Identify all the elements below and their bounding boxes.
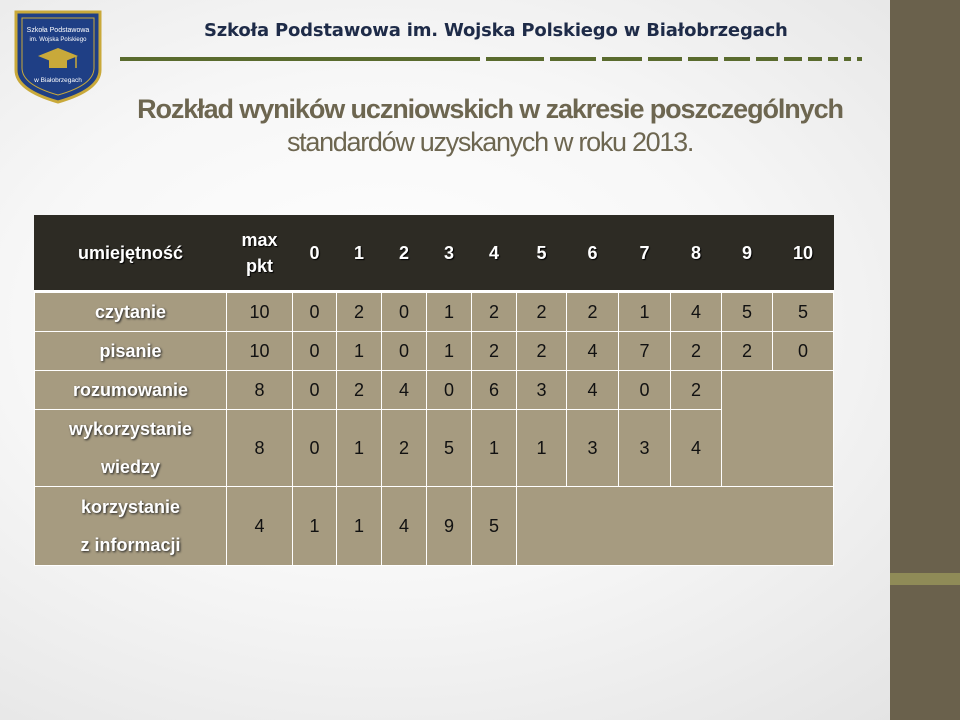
column-header-max-points (227, 216, 293, 292)
count-cell: 2 (472, 292, 517, 332)
side-panel (890, 0, 960, 720)
count-cell: 0 (293, 410, 337, 487)
table-row (35, 487, 834, 566)
count-cell: 4 (671, 410, 722, 487)
count-cell: 2 (517, 332, 567, 371)
row-label-line-1: wykorzystanie (68, 419, 193, 439)
count-cell: 2 (337, 292, 382, 332)
max-points-cell: 10 (227, 292, 293, 332)
table-row (35, 292, 834, 332)
count-cell: 0 (382, 332, 427, 371)
count-cell: 0 (427, 371, 472, 410)
column-header-max-line-1: max (241, 230, 278, 250)
count-cell: 1 (619, 292, 671, 332)
count-cell: 0 (293, 292, 337, 332)
count-cell: 2 (517, 292, 567, 332)
column-header-score: 7 (619, 216, 671, 292)
table-row (35, 332, 834, 371)
table-row (35, 410, 834, 487)
count-cell: 0 (293, 371, 337, 410)
column-header-score: 3 (427, 216, 472, 292)
count-cell: 1 (517, 410, 567, 487)
count-cell: 1 (427, 292, 472, 332)
row-label-line-2: z informacji (80, 535, 181, 555)
count-cell: 2 (671, 371, 722, 410)
table-header-row (35, 216, 834, 292)
count-cell: 5 (472, 487, 517, 566)
column-header-score: 1 (337, 216, 382, 292)
row-label: czytanie (35, 292, 227, 332)
count-cell: 3 (517, 371, 567, 410)
count-cell: 2 (382, 410, 427, 487)
table-row (35, 371, 834, 410)
slide-title-line-1: Rozkład wyników uczniowskich w zakresie poszczególnych (137, 94, 843, 124)
count-cell: 3 (567, 410, 619, 487)
count-cell: 2 (722, 332, 773, 371)
slide-title-line-2: standardów uzyskanych w roku 2013. (286, 127, 694, 157)
count-cell: 9 (427, 487, 472, 566)
count-cell: 2 (337, 371, 382, 410)
count-cell: 4 (567, 371, 619, 410)
logo-text-bottom: w Białobrzegach (34, 77, 82, 84)
count-cell: 2 (671, 332, 722, 371)
count-cell: 0 (293, 332, 337, 371)
row-label (35, 487, 227, 566)
column-header-score: 0 (293, 216, 337, 292)
row-label-line-2: wiedzy (100, 457, 161, 477)
count-cell: 0 (619, 371, 671, 410)
row-label: rozumowanie (35, 371, 227, 410)
count-cell: 4 (382, 487, 427, 566)
school-name: Szkoła Podstawowa im. Wojska Polskiego w Białobrzegach (204, 20, 788, 41)
max-points-cell: 8 (227, 410, 293, 487)
row-label-line-1: korzystanie (80, 497, 181, 517)
column-header-score: 5 (517, 216, 567, 292)
count-cell: 0 (382, 292, 427, 332)
header-divider-stripe (120, 56, 868, 62)
column-header-score: 10 (773, 216, 834, 292)
logo-text-top-2: im. Wojska Polskiego (29, 37, 87, 43)
max-points-cell: 10 (227, 332, 293, 371)
side-panel-tab (890, 573, 960, 585)
empty-cell (517, 487, 834, 566)
count-cell: 4 (567, 332, 619, 371)
column-header-score: 6 (567, 216, 619, 292)
max-points-cell: 4 (227, 487, 293, 566)
count-cell: 5 (722, 292, 773, 332)
count-cell: 1 (472, 410, 517, 487)
count-cell: 2 (472, 332, 517, 371)
empty-cell (722, 371, 834, 487)
school-logo (12, 8, 104, 104)
count-cell: 6 (472, 371, 517, 410)
count-cell: 4 (382, 371, 427, 410)
max-points-cell: 8 (227, 371, 293, 410)
column-header-max-line-2: pkt (246, 256, 273, 276)
count-cell: 5 (427, 410, 472, 487)
results-table (34, 215, 834, 566)
count-cell: 3 (619, 410, 671, 487)
column-header-score: 9 (722, 216, 773, 292)
count-cell: 2 (567, 292, 619, 332)
slide-title (110, 93, 870, 159)
count-cell: 1 (293, 487, 337, 566)
column-header-skill: umiejętność (35, 216, 227, 292)
count-cell: 5 (773, 292, 834, 332)
column-header-score: 2 (382, 216, 427, 292)
row-label: pisanie (35, 332, 227, 371)
column-header-score: 8 (671, 216, 722, 292)
count-cell: 0 (773, 332, 834, 371)
column-header-score: 4 (472, 216, 517, 292)
count-cell: 4 (671, 292, 722, 332)
count-cell: 1 (427, 332, 472, 371)
logo-text-top-1: Szkoła Podstawowa (26, 27, 90, 34)
row-label (35, 410, 227, 487)
count-cell: 7 (619, 332, 671, 371)
count-cell: 1 (337, 487, 382, 566)
count-cell: 1 (337, 332, 382, 371)
count-cell: 1 (337, 410, 382, 487)
